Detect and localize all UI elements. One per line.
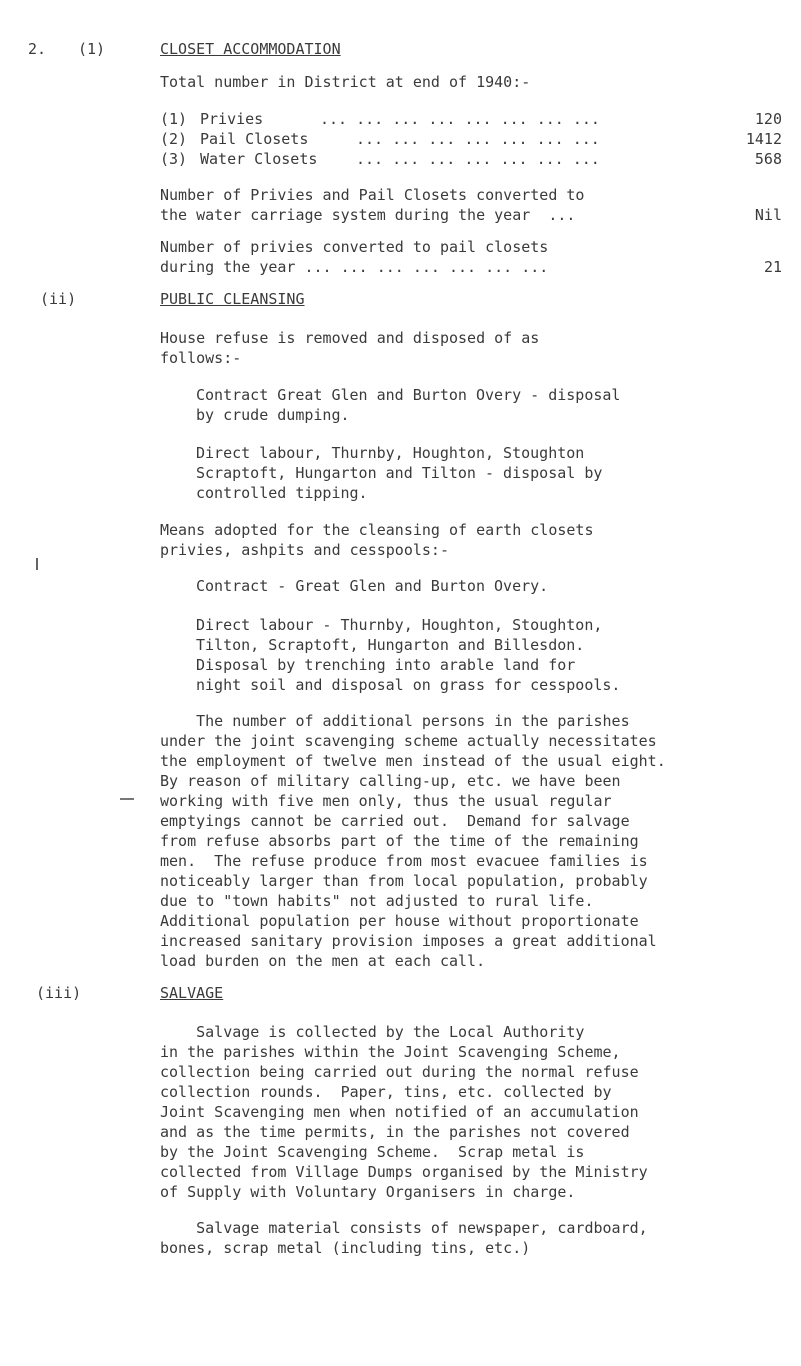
direct-tipping-paragraph [196,443,602,503]
text-line: increased sanitary provision imposes a great additional [160,932,657,950]
salvage-paragraph-2 [160,1218,648,1258]
converted-water-line-2: the water carriage system during the year ... [160,206,576,224]
margin-mark [36,558,38,570]
text-line: The number of additional persons in the parishes [160,712,630,730]
text-line: collected from Village Dumps organised by the Ministry [160,1163,648,1181]
contract-dumping-paragraph [196,385,620,425]
text-line: under the joint scavenging scheme actually necessitates [160,732,657,750]
salvage-paragraph-1 [160,1022,648,1202]
text-line: Disposal by trenching into arable land for [196,656,576,674]
closet-item-label: Water Closets [200,150,318,168]
converted-pail-line-2: during the year ... ... ... ... ... ... ... [160,258,549,276]
section-title-closet-accommodation: CLOSET ACCOMMODATION [160,40,341,58]
text-line: due to "town habits" not adjusted to rural life. [160,892,594,910]
section-number-i: (1) [78,40,106,58]
text-line: Contract Great Glen and Burton Overy - disposal [196,386,621,404]
margin-mark [120,798,134,800]
text-line: and as the time permits, in the parishes not covered [160,1123,630,1141]
text-line: controlled tipping. [196,484,368,502]
text-line: Direct labour - Thurnby, Houghton, Stoughton, [196,616,603,634]
closet-item-number: (3) [160,150,188,168]
direct-earth-paragraph [196,615,620,695]
text-line: load burden on the men at each call. [160,952,486,970]
converted-water-value: Nil [754,206,782,224]
text-line: Joint Scavenging men when notified of an accumulation [160,1103,639,1121]
text-line: House refuse is removed and disposed of as [160,329,540,347]
text-line: Salvage material consists of newspaper, cardboard, [160,1219,648,1237]
text-line: emptyings cannot be carried out. Demand for salvage [160,812,630,830]
text-line: Salvage is collected by the Local Authority [160,1023,585,1041]
contract-earth-closets: Contract - Great Glen and Burton Overy. [196,577,549,595]
text-line: from refuse absorbs part of the time of the remaining [160,832,639,850]
closet-item-number: (2) [160,130,188,148]
closet-item-label: Pail Closets [200,130,309,148]
text-line: by the Joint Scavenging Scheme. Scrap metal is [160,1143,585,1161]
section-number-iii: (iii) [36,984,82,1002]
text-line: privies, ashpits and cesspools:- [160,541,449,559]
closet-total-intro: Total number in District at end of 1940:- [160,73,531,91]
text-line: By reason of military calling-up, etc. we have been [160,772,621,790]
cleansing-intro [160,328,539,368]
text-line: Additional population per house without proportionate [160,912,639,930]
text-line: collection rounds. Paper, tins, etc. collected by [160,1083,612,1101]
text-line: in the parishes within the Joint Scavenging Scheme, [160,1043,621,1061]
means-intro [160,520,593,560]
text-line: Tilton, Scraptoft, Hungarton and Billesdon. [196,636,585,654]
staffing-paragraph [160,711,666,971]
text-line: bones, scrap metal (including tins, etc.) [160,1239,531,1257]
page-number: 2. [28,40,47,58]
closet-item-value: 1412 [745,130,782,148]
text-line: Scraptoft, Hungarton and Tilton - disposal by [196,464,603,482]
section-title-salvage: SALVAGE [160,984,224,1002]
text-line: working with five men only, thus the usual regular [160,792,612,810]
closet-item-label: Privies [200,110,264,128]
closet-item-number: (1) [160,110,188,128]
text-line: the employment of twelve men instead of the usual eight. [160,752,666,770]
text-line: noticeably larger than from local population, probably [160,872,648,890]
text-line: of Supply with Voluntary Organisers in charge. [160,1183,576,1201]
converted-pail-line-1: Number of privies converted to pail closets [160,238,549,256]
leader-dots: ... ... ... ... ... ... ... [356,150,600,168]
leader-dots: ... ... ... ... ... ... ... [356,130,600,148]
text-line: Direct labour, Thurnby, Houghton, Stoughton [196,444,585,462]
text-line: follows:- [160,349,242,367]
text-line: collection being carried out during the normal refuse [160,1063,639,1081]
text-line: by crude dumping. [196,406,350,424]
text-line: Means adopted for the cleansing of earth closets [160,521,594,539]
text-line: night soil and disposal on grass for cesspools. [196,676,621,694]
text-line: men. The refuse produce from most evacuee families is [160,852,648,870]
section-number-ii: (ii) [40,290,77,308]
closet-item-value: 568 [754,150,782,168]
closet-item-value: 120 [754,110,782,128]
leader-dots: ... ... ... ... ... ... ... ... [320,110,600,128]
converted-pail-value: 21 [763,258,782,276]
converted-water-line-1: Number of Privies and Pail Closets converted to [160,186,585,204]
section-title-public-cleansing: PUBLIC CLEANSING [160,290,305,308]
